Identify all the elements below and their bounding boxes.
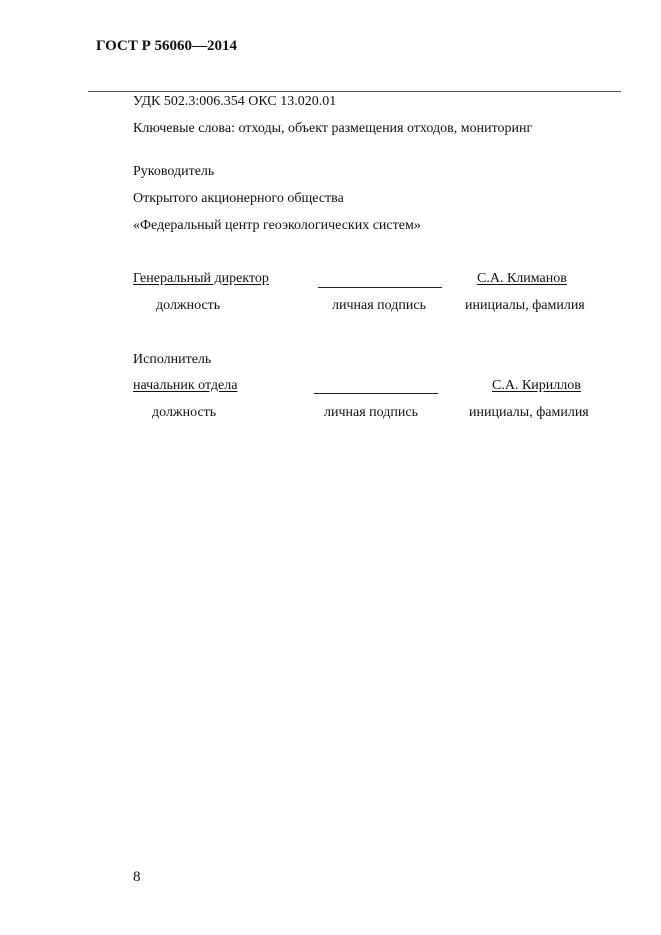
director-caption-name: инициалы, фамилия bbox=[465, 298, 585, 313]
executor-signature-line bbox=[314, 393, 438, 394]
org-role: Руководитель bbox=[133, 164, 215, 179]
org-line-1: Открытого акционерного общества bbox=[133, 191, 344, 206]
udk-oks-line: УДК 502.3:006.354 ОКС 13.020.01 bbox=[133, 94, 337, 109]
executor-role: Исполнитель bbox=[133, 352, 212, 367]
header-divider bbox=[88, 91, 621, 92]
director-caption-signature: личная подпись bbox=[332, 298, 426, 313]
director-position: Генеральный директор bbox=[133, 271, 269, 286]
executor-position: начальник отдела bbox=[133, 378, 238, 393]
director-name: С.А. Климанов bbox=[477, 271, 567, 286]
page-number: 8 bbox=[133, 869, 141, 885]
executor-caption-name: инициалы, фамилия bbox=[469, 405, 589, 420]
executor-caption-signature: личная подпись bbox=[324, 405, 418, 420]
director-signature-line bbox=[318, 287, 442, 288]
director-caption-position: должность bbox=[156, 298, 221, 313]
standard-code: ГОСТ Р 56060—2014 bbox=[96, 38, 238, 54]
executor-caption-position: должность bbox=[152, 405, 217, 420]
executor-name: С.А. Кириллов bbox=[492, 378, 581, 393]
keywords-line: Ключевые слова: отходы, объект размещения отходов, мониторинг bbox=[133, 121, 533, 136]
org-line-2: «Федеральный центр геоэкологических систем» bbox=[133, 218, 421, 233]
